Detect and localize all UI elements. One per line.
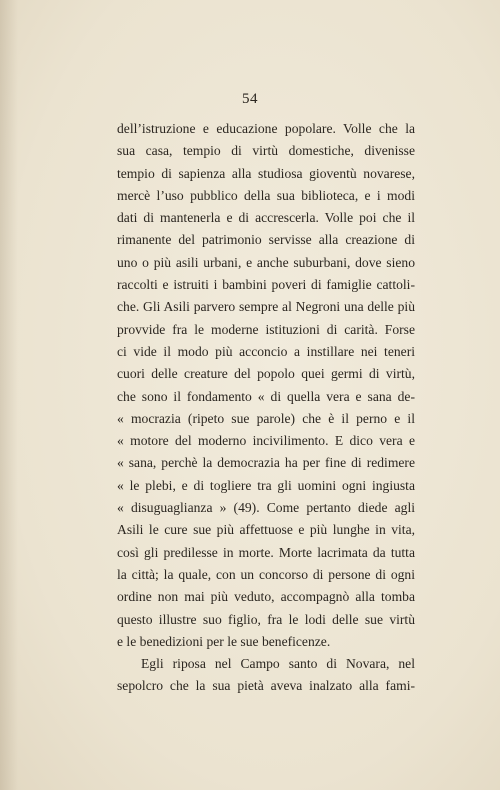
text-line: la città; la quale, con un concorso di persone di ogni xyxy=(117,566,415,582)
text-line: « mocrazia (ripeto sue parole) che è il perno e il xyxy=(117,410,415,426)
text-line: mercè l’uso pubblico della sua biblioteca, e i modi xyxy=(117,187,415,203)
text-line: « sana, perchè la democrazia ha per fine di redimere xyxy=(117,455,415,471)
page-number: 54 xyxy=(242,91,258,107)
text-line: rimanente del patrimonio servisse alla creazione di xyxy=(117,232,415,248)
text-line: questo illustre suo figlio, fra le lodi delle sue virtù xyxy=(117,611,415,627)
text-line: « disuguaglianza » (49). Come pertanto diede agli xyxy=(117,500,415,516)
text-line: « le plebi, e di togliere tra gli uomini ogni ingiusta xyxy=(117,477,415,493)
text-line: sepolcro che la sua pietà aveva inalzato alla fami- xyxy=(117,678,415,694)
text-line: tempio di sapienza alla studiosa gioventù novarese, xyxy=(117,165,415,181)
body-text xyxy=(117,118,415,698)
text-line: ci vide il modo più acconcio a instillare nei teneri xyxy=(117,343,415,359)
text-line: Asili le cure sue più affettuose e più lunghe in vita, xyxy=(117,522,415,538)
text-line: sua casa, tempio di virtù domestiche, divenisse xyxy=(117,143,415,159)
text-line: dell’istruzione e educazione popolare. Volle che la xyxy=(117,121,415,136)
text-line: Egli riposa nel Campo santo di Novara, nel xyxy=(141,656,415,672)
text-line: raccolti e istruiti i bambini poveri di famiglie cattoli- xyxy=(117,277,415,293)
text-line: e le benedizioni per le sue beneficenze. xyxy=(117,633,331,649)
text-line: che sono il fondamento « di quella vera e sana de- xyxy=(117,388,415,404)
text-line: uno o più asili urbani, e anche suburbani, dove sieno xyxy=(117,254,415,270)
text-line: cuori delle creature del popolo quei germi di virtù, xyxy=(117,366,415,382)
binding-shadow xyxy=(0,0,18,790)
text-line: provvide fra le moderne istituzioni di carità. Forse xyxy=(117,321,415,337)
text-line: ordine non mai più veduto, accompagnò alla tomba xyxy=(117,589,415,605)
text-line: « motore del moderno incivilimento. E dico vera e xyxy=(117,433,415,449)
text-line: così gli predilesse in morte. Morte lacrimata da tutta xyxy=(117,544,415,560)
text-line: dati di mantenerla e di accrescerla. Volle poi che il xyxy=(117,210,415,226)
text-line: che. Gli Asili parvero sempre al Negroni una delle più xyxy=(117,299,415,315)
